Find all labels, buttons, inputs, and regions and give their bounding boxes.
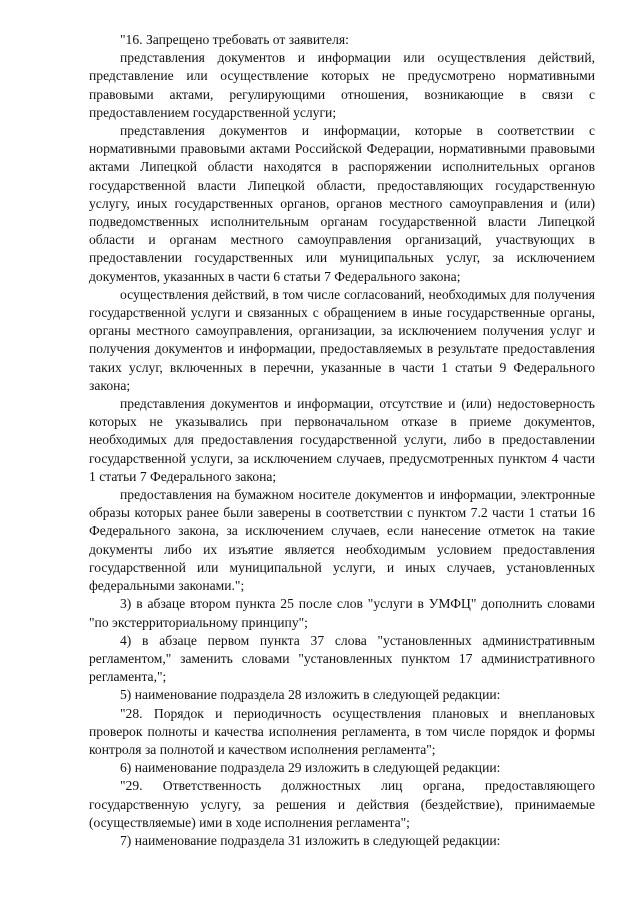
subsection-29-title: "29. Ответственность должностных лиц органа, предоставляющего государственную услугу, за решения и действия (бездействие), принимаемые (осуществляемые) ими в ходе исполнения регламента"; <box>89 778 595 830</box>
amendment-item-5: 5) наименование подраздела 28 изложить в следующей редакции: <box>120 687 501 703</box>
amendment-item-6: 6) наименование подраздела 29 изложить в следующей редакции: <box>120 760 501 776</box>
paragraph-documents-held-by-agencies: представления документов и информации, которые в соответствии с нормативными правовыми актами Российской Федерации, нормативными правовыми актами Липецкой области находятся в распоряжении исполнительных органов государственной власти Липецкой области, предоставляющих государственную услугу, иных государственных органов, органов местного самоуправления и (или) подведомственных исполнительным органам государственной власти Липецкой области и органам местного самоуправления организаций, участвующих в предоставлении государственных или муниципальных услуг, за исключением документов, указанных в части 6 статьи 7 Федерального закона; <box>89 123 595 284</box>
paragraph-paper-copies: предоставления на бумажном носителе документов и информации, электронные образы которых ранее были заверены в соответствии с пунктом 7.2 части 1 статьи 16 Федерального закона, за исключением случаев, если нанесение отметок на такие документы либо их изъятие является необходимым условием предоставления государственной или муниципальной услуги, и иных случаев, установленных федеральными законами."; <box>89 487 595 594</box>
paragraph-actions-approvals: осуществления действий, в том числе согласований, необходимых для получения государственной услуги и связанных с обращением в иные государственные органы, органы местного самоуправления, организации, за исключением получения услуг и получения документов и информации, предоставляемых в результате предоставления таких услуг, включенных в перечни, указанные в части 1 статьи 9 Федерального закона; <box>89 286 595 393</box>
subsection-28-title: "28. Порядок и периодичность осуществления плановых и внеплановых проверок полноты и качества исполнения регламента, в том числе порядок и формы контроля за полнотой и качеством исполнения регламента"; <box>89 705 595 757</box>
paragraph-initial-refusal: представления документов и информации, отсутствие и (или) недостоверность которых не указывались при первоначальном отказе в приеме документов, необходимых для предоставления государственной услуги, либо в предоставлении государственной услуги, за исключением случаев, предусмотренных пунктом 4 части 1 статьи 7 Федерального закона; <box>89 396 595 484</box>
amendment-item-3: 3) в абзаце втором пункта 25 после слов "услуги в УМФЦ" дополнить словами "по экстерриториальному принципу"; <box>89 596 595 630</box>
paragraph-prohibited-requirements-heading: "16. Запрещено требовать от заявителя: <box>120 32 349 47</box>
document-page <box>89 31 595 850</box>
amendment-item-4: 4) в абзаце первом пункта 37 слова "установленных административным регламентом," заменить словами "установленных пунктом 17 административного регламента,"; <box>89 632 595 685</box>
amendment-item-7: 7) наименование подраздела 31 изложить в следующей редакции: <box>120 832 501 848</box>
paragraph-documents-not-required-by-law: представления документов и информации или осуществления действий, представление или осуществление которых не предусмотрено нормативными правовыми актами, регулирующими отношения, возникающие в связи с предоставлением государственной услуги; <box>89 50 595 120</box>
